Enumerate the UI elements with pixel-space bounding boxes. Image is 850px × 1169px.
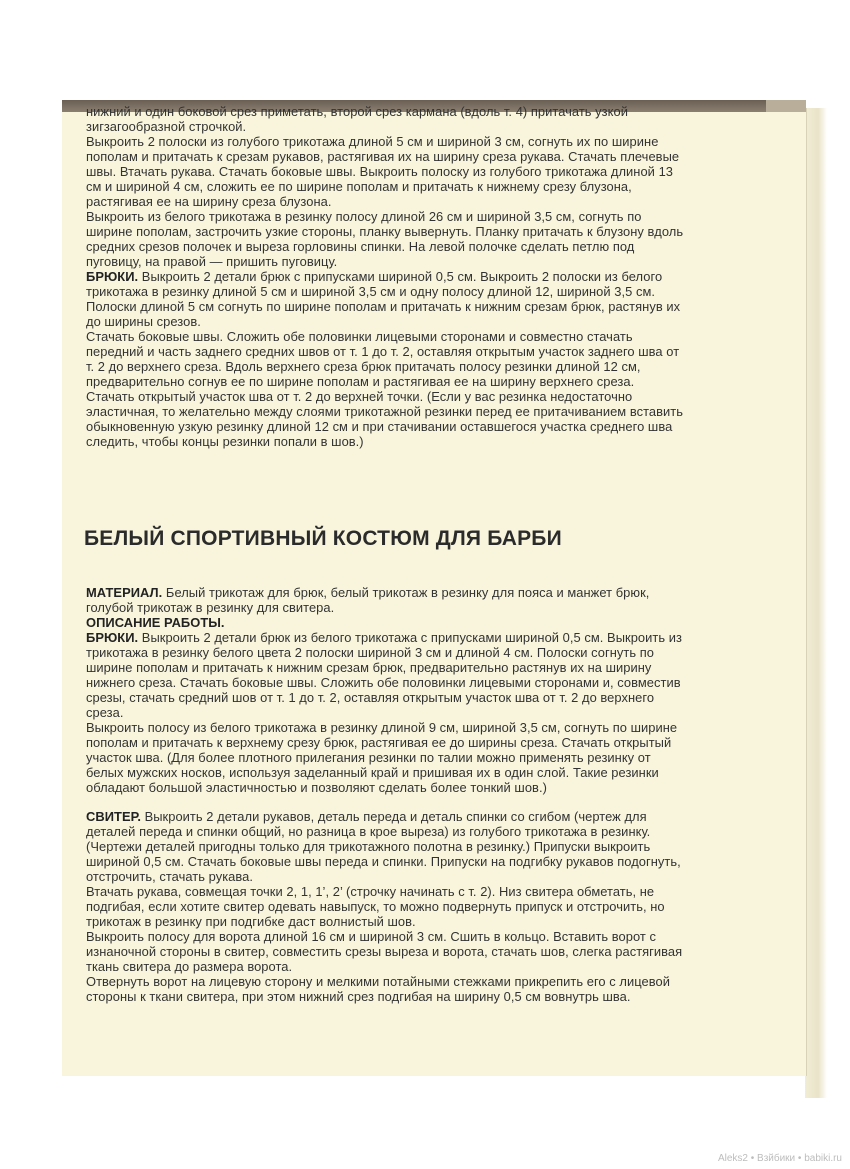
paragraph bbox=[86, 585, 689, 615]
paragraph bbox=[86, 269, 689, 329]
paragraph: Стачать боковые швы. Сложить обе половинки лицевыми сторонами и совместно стачать передний и часть заднего средних швов от т. 1 до т. 2, оставляя открытым участок заднего шва от т. 2 до верхнего среза. Вдоль верхнего среза брюк притачать полосу резинки длиной 12 см, предварительно согнув ее по ширине пополам и растягивая ее на ширину верхнего среза. bbox=[86, 329, 680, 389]
paragraph-gap bbox=[86, 795, 689, 809]
section-heading: МАТЕРИАЛ. bbox=[86, 585, 163, 600]
paragraph: Стачать открытый участок шва от т. 2 до верхней точки. (Если у вас резинка недостаточно эластичная, то желательно между слоями трикотажной резинки перед ее притачиванием вставить обыкновенную узкую резинку длиной 12 см и при стачивании оставшегося участка среднего шва следить, чтобы концы резинки попали в шов.) bbox=[86, 389, 683, 449]
section-heading: БРЮКИ. bbox=[86, 269, 139, 284]
watermark: Aleks2 • Взйбики • babiki.ru bbox=[717, 1153, 842, 1164]
instructions-main bbox=[86, 585, 689, 1004]
paragraph-text: Выкроить 2 детали рукавов, деталь переда и деталь спинки со сгибом (чертеж для деталей переда и спинки общий, но разница в крое выреза) из голубого трикотажа в резинку. (Чертежи деталей пригодны только для трикотажного полотна в резинку.) Припуски выкроить шириной 0,5 см. Стачать боковые швы переда и спинки. Припуски на подгибку рукавов подогнуть, отстрочить, стачать рукава. bbox=[86, 809, 681, 884]
paragraph: Выкроить полосу из белого трикотажа в резинку длиной 9 см, шириной 3,5 см, согнуть по ширине пополам и притачать к верхнему срезу брюк, растягивая ее до ширины среза. Стачать открытый участок шва. (Для более плотного прилегания резинки по талии можно применять резинку от белых мужских носков, используя заделанный край и пришивая их в один слой. Такие резинки обладают большой эластичностью и позволяют сделать более тонкий шов.) bbox=[86, 720, 678, 795]
page-edge-shadow bbox=[805, 108, 827, 1098]
paragraph: Выкроить 2 полоски из голубого трикотажа длиной 5 см и шириной 3 см, согнуть их по ширине пополам и притачать к срезам рукавов, растягивая их на ширину среза рукава. Стачать плечевые швы. Втачать рукава. Стачать боковые швы. Выкроить полоску из голубого трикотажа длиной 13 см и шириной 4 см, сложить ее по ширине пополам и притачать к нижнему срезу блузона, растягивая ее на ширину среза блузона. bbox=[86, 134, 680, 209]
scan-top-edge-right bbox=[766, 100, 806, 112]
paragraph: Выкроить из белого трикотажа в резинку полосу длиной 26 см и шириной 3,5 см, согнуть по ширине пополам, застрочить узкие стороны, планку вывернуть. Планку притачать к блузону вдоль средних срезов полочек и выреза горловины спинки. На левой полочке сделать петлю под пуговицу, на правой — пришить пуговицу. bbox=[86, 209, 684, 269]
section-heading: БРЮКИ. bbox=[86, 630, 139, 645]
paragraph bbox=[86, 809, 689, 884]
paragraph-text: Выкроить 2 детали брюк с припусками шириной 0,5 см. Выкроить 2 полоски из белого трикотажа в резинку длиной 5 см и шириной 3,5 см и одну полосу длиной 12, шириной 3,5 см. Полоски длиной 5 см согнуть по ширине пополам и притачать к нижним срезам брюк, растянув их до ширины срезов. bbox=[86, 269, 681, 329]
paragraph-text: Выкроить 2 детали брюк из белого трикотажа с припусками шириной 0,5 см. Выкроить из трикотажа в резинку белого цвета 2 полоски шириной 3 см и длиной 4 см. Полоски согнуть по ширине пополам и притачать к нижним срезам брюк, предварительно растянув их на ширину нижнего среза. Стачать боковые швы. Сложить обе половинки лицевыми сторонами и, совместив срезы, стачать средний шов от т. 1 до т. 2, оставляя открытым участок шва от т. 2 до верхнего среза. bbox=[86, 630, 682, 720]
article-title: БЕЛЫЙ СПОРТИВНЫЙ КОСТЮМ ДЛЯ БАРБИ bbox=[84, 527, 562, 550]
paragraph: Втачать рукава, совмещая точки 2, 1, 1’, 2’ (строчку начинать с т. 2). Низ свитера обметать, не подгибая, если хотите свитер одевать навыпуск, то можно подвернуть припуск и отстрочить, но трикотаж в резинку при подгибке даст волнистый шов. bbox=[86, 884, 665, 929]
paragraph bbox=[86, 630, 689, 720]
paragraph: Выкроить полосу для ворота длиной 16 см и шириной 3 см. Сшить в кольцо. Вставить ворот с изнаночной стороны в свитер, совместить срезы выреза и ворота, стачать шов, слегка растягивая ткань свитера до размера ворота. bbox=[86, 929, 683, 974]
instructions-continued bbox=[86, 104, 689, 449]
paragraph: Отвернуть ворот на лицевую сторону и мелкими потайными стежками прикрепить его с лицевой стороны к ткани свитера, при этом нижний срез подгибая на ширину 0,5 см вовнутрь шва. bbox=[86, 974, 670, 1004]
section-heading: СВИТЕР. bbox=[86, 809, 141, 824]
paragraph bbox=[86, 615, 689, 630]
section-heading: ОПИСАНИЕ РАБОТЫ. bbox=[86, 615, 225, 630]
paragraph-text: Белый трикотаж для брюк, белый трикотаж в резинку для пояса и манжет брюк, голубой трикотаж в резинку для свитера. bbox=[86, 585, 650, 615]
paragraph: нижний и один боковой срез приметать, второй срез кармана (вдоль т. 4) притачать узкой зигзагообразной строчкой. bbox=[86, 104, 628, 134]
